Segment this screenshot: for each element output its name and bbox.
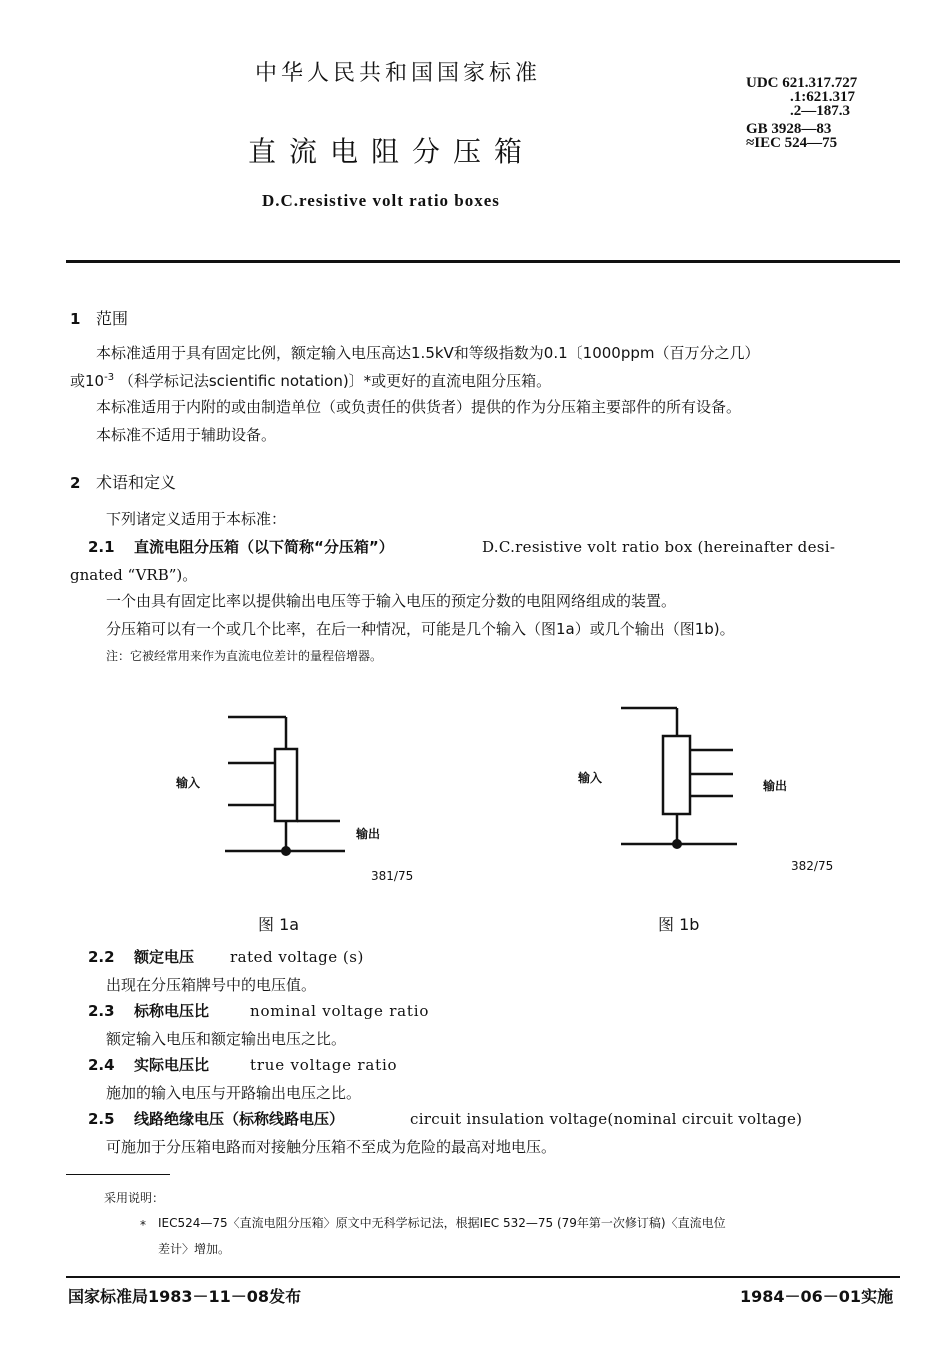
section-1-para-3: 本标准不适用于辅助设备。 bbox=[96, 426, 277, 444]
figure-1b-output-label: 输出 bbox=[763, 779, 788, 793]
figure-1b-code: 382/75 bbox=[791, 859, 834, 873]
footnote-star: * bbox=[140, 1218, 146, 1232]
section-2-heading: 术语和定义 bbox=[96, 473, 177, 492]
figure-1a-caption: 图 1a bbox=[258, 915, 300, 934]
figure-1b-caption: 图 1b bbox=[658, 915, 700, 934]
def-2-5-term: 线路绝缘电压（标称线路电压） bbox=[134, 1110, 345, 1128]
def-2-5-number: 2.5 bbox=[88, 1110, 115, 1128]
def-2-4-en: true voltage ratio bbox=[250, 1056, 398, 1074]
def-2-1-para-1: 一个由具有固定比率以提供输出电压等于输入电压的预定分数的电阻网络组成的装置。 bbox=[106, 592, 677, 610]
iec-equivalent: ≈IEC 524—75 bbox=[746, 135, 838, 151]
document-title-en: D.C.resistive volt ratio boxes bbox=[262, 191, 500, 210]
section-1-para-2: 本标准适用于内附的或由制造单位（或负责任的供货者）提供的作为分压箱主要部件的所有设备。 bbox=[96, 398, 742, 416]
def-2-3-desc: 额定输入电压和额定输出电压之比。 bbox=[106, 1030, 347, 1048]
section-1-number: 1 bbox=[70, 310, 81, 328]
section-2-number: 2 bbox=[70, 474, 81, 492]
def-2-1-term: 直流电阻分压箱（以下简称“分压箱”） bbox=[134, 538, 394, 556]
def-2-2-en: rated voltage (s) bbox=[230, 948, 364, 966]
def-2-1-note: 注：它被经常用来作为直流电位差计的量程倍增器。 bbox=[106, 649, 383, 663]
footnote-line-2: 差计〉增加。 bbox=[158, 1242, 231, 1256]
document-title-cn: 直流电阻分压箱 bbox=[248, 135, 536, 168]
p1-line2-pre: 或10 bbox=[70, 372, 105, 390]
def-2-2-number: 2.2 bbox=[88, 948, 115, 966]
figure-1a-input-label: 输入 bbox=[176, 776, 201, 790]
def-2-2-desc: 出现在分压箱牌号中的电压值。 bbox=[106, 976, 317, 994]
figure-1b-diagram bbox=[615, 700, 745, 860]
section-2-intro: 下列诸定义适用于本标准： bbox=[106, 510, 287, 528]
udc-block bbox=[746, 76, 926, 150]
effective-date: 1984－06－01实施 bbox=[740, 1287, 894, 1306]
section-1-para-1-line-1: 本标准适用于具有固定比例，额定输入电压高达1.5kV和等级指数为0.1〔1000ppm（百万分之几） bbox=[96, 344, 760, 362]
figure-1b-input-label: 输入 bbox=[578, 771, 603, 785]
def-2-3-number: 2.3 bbox=[88, 1002, 115, 1020]
udc-line-2: .1:621.317 bbox=[790, 89, 855, 105]
def-2-4-term: 实际电压比 bbox=[134, 1056, 210, 1074]
figure-1a-output-label: 输出 bbox=[356, 827, 381, 841]
def-2-4-number: 2.4 bbox=[88, 1056, 115, 1074]
gb-number: GB 3928—83 bbox=[746, 121, 832, 137]
p1-line2-sup: -3 bbox=[104, 372, 115, 383]
issue-date: 国家标准局1983－11－08发布 bbox=[68, 1287, 302, 1306]
footnote-line-1: IEC524—75〈直流电阻分压箱〉原文中无科学标记法，根据IEC 532—75 (79年第一次修订稿)〈直流电位 bbox=[158, 1216, 726, 1230]
figure-1a-diagram bbox=[220, 705, 350, 865]
figure-1a-code: 381/75 bbox=[371, 869, 414, 883]
header-rule bbox=[66, 260, 900, 263]
def-2-1-en-line-1: D.C.resistive volt ratio box (hereinafter desi- bbox=[482, 538, 836, 556]
udc-line-1: UDC 621.317.727 bbox=[746, 75, 858, 91]
def-2-5-desc: 可施加于分压箱电路而对接触分压箱不至成为危险的最高对地电压。 bbox=[106, 1138, 557, 1156]
def-2-3-term: 标称电压比 bbox=[134, 1002, 210, 1020]
def-2-1-number: 2.1 bbox=[88, 538, 115, 556]
section-1-para-1-line-2 bbox=[70, 372, 551, 391]
def-2-3-en: nominal voltage ratio bbox=[250, 1002, 430, 1020]
p1-line2-post: （科学标记法scientific notation)〕*或更好的直流电阻分压箱。 bbox=[118, 372, 552, 390]
def-2-5-en: circuit insulation voltage(nominal circuit voltage) bbox=[410, 1110, 803, 1128]
def-2-1-para-2: 分压箱可以有一个或几个比率，在后一种情况，可能是几个输入（图1a）或几个输出（图1b)。 bbox=[106, 620, 735, 638]
footnote-rule bbox=[66, 1174, 170, 1175]
section-1-heading: 范围 bbox=[96, 309, 129, 328]
footer-rule bbox=[66, 1276, 900, 1278]
national-standard-heading: 中华人民共和国国家标准 bbox=[255, 61, 542, 86]
def-2-1-en-line-2: gnated “VRB”)。 bbox=[70, 566, 198, 584]
def-2-2-term: 额定电压 bbox=[134, 948, 195, 966]
def-2-4-desc: 施加的输入电压与开路输出电压之比。 bbox=[106, 1084, 362, 1102]
footnote-title: 采用说明： bbox=[104, 1191, 165, 1205]
udc-line-3: .2—187.3 bbox=[790, 103, 850, 119]
